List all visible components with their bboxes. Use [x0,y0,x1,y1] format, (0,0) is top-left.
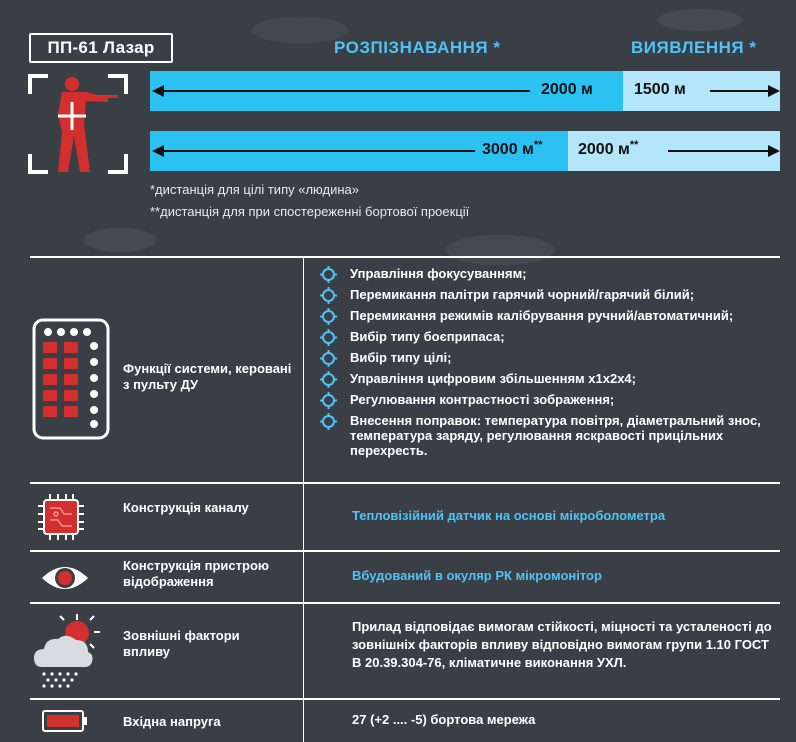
detection-range-label: 2000 м** [578,139,639,158]
battery-icon [42,710,88,732]
range-section [0,0,796,255]
spec-row-external [30,602,780,698]
list-item: Управління фокусуванням; [320,266,775,281]
list-item: Вибір типу боєприпаса; [320,329,775,344]
detection-header: ВИЯВЛЕННЯ * [631,38,757,57]
range-bar-1 [150,71,780,111]
column-divider [303,700,304,742]
list-item: Регулювання контрастності зображення; [320,392,775,407]
crosshair-bullet-icon [320,413,337,430]
remote-control-icon [32,318,110,440]
spec-row-channel [30,482,780,550]
column-divider [303,258,304,484]
voltage-label: Вхідна напруга [123,714,221,729]
functions-list [320,266,775,464]
display-label: Конструкція пристрою відображення [123,558,269,589]
footnote-1: *дистанція для цілі типу «людина» [150,182,359,197]
detection-range-label: 1500 м [634,81,686,98]
chip-icon [36,492,86,542]
list-item: Вибір типу цілі; [320,350,775,365]
crosshair-bullet-icon [320,329,337,346]
recognition-header: РОЗПІЗНАВАННЯ * [334,38,501,57]
list-item: Внесення поправок: температура повітря, діаметральний знос, температура заряду, регулювання яскравості прицільних перехресть. [320,413,775,458]
recognition-range-label: 3000 м** [482,139,543,158]
crosshair-bullet-icon [320,392,337,409]
functions-label: Функції системи, керовані з пульту ДУ [123,361,292,392]
list-item: Перемикання режимів калібрування ручний/автоматичний; [320,308,775,323]
channel-label: Конструкція каналу [123,500,249,515]
external-label: Зовнішні фактори впливу [123,628,240,659]
spec-row-voltage [30,698,780,742]
footnote-2: **дистанція для при спостереженні бортової проекції [150,204,470,219]
display-value: Вбудований в окуляр РК мікромонітор [352,568,602,583]
spec-row-display [30,550,780,602]
list-item: Управління цифровим збільшенням х1х2х4; [320,371,775,386]
voltage-value: 27 (+2 .... -5) бортова мережа [352,712,536,727]
product-title: ПП-61 Лазар [29,33,173,63]
channel-value: Тепловізійний датчик на основі мікроболометра [352,508,666,523]
spec-row-functions [30,256,780,482]
crosshair-bullet-icon [320,308,337,325]
arrow-lines [150,131,780,171]
list-item: Перемикання палітри гарячий чорний/гарячий білий; [320,287,775,302]
column-divider [303,604,304,698]
crosshair-bullet-icon [320,350,337,367]
range-bar-2 [150,131,780,171]
recognition-range-label: 2000 м [541,81,593,98]
weather-icon [32,612,102,692]
crosshair-bullet-icon [320,266,337,283]
crosshair-bullet-icon [320,287,337,304]
external-value: Прилад відповідає вимогам стійкості, міцності та усталеності до зовнішніх факторів впливу відповідно вимогам групи 1.10 ГОСТ В 20.39.304-76, кліматичне виконання УХЛ. [352,619,772,670]
crosshair-bullet-icon [320,371,337,388]
column-divider [303,552,304,602]
soldier-target-icon [28,74,128,174]
column-divider [303,484,304,550]
eye-icon [40,562,90,594]
